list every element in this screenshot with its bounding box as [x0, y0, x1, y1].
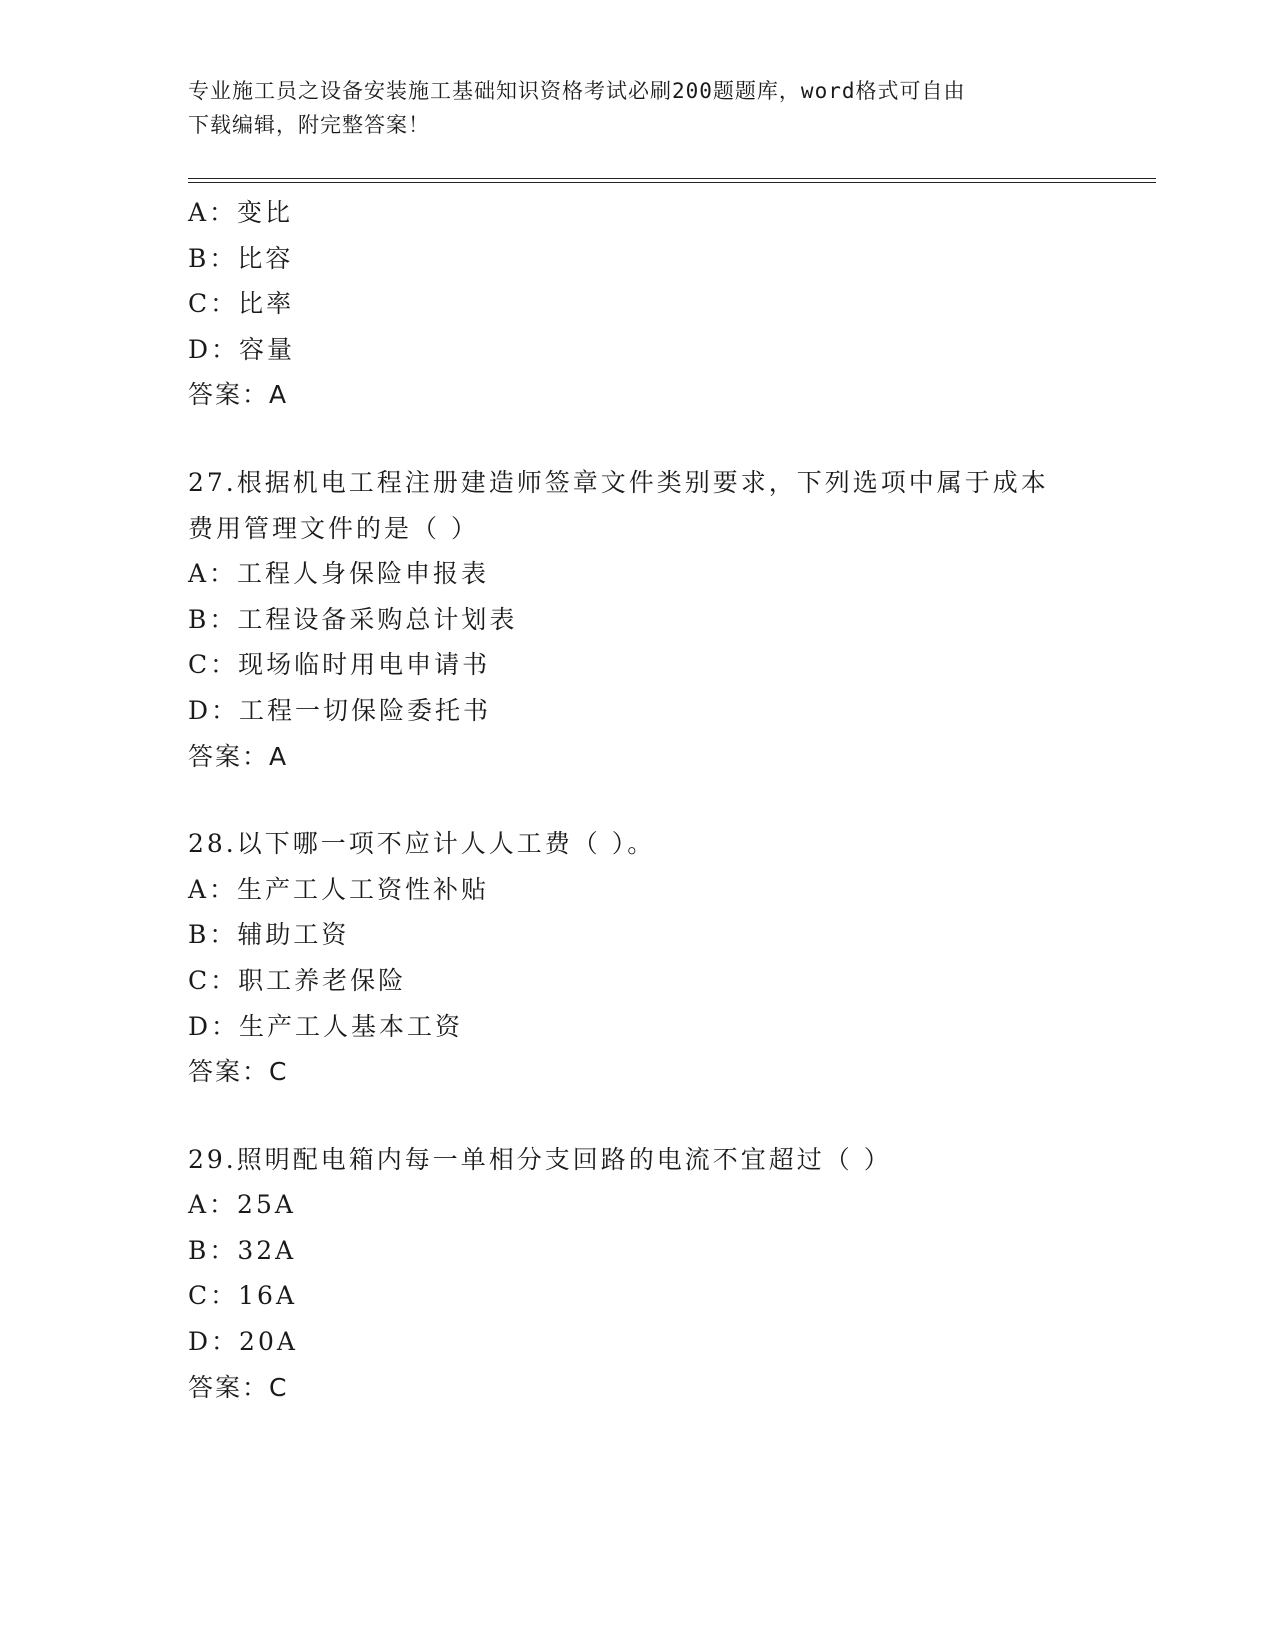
answer: 答案：A: [188, 380, 289, 410]
question-28: [188, 821, 1148, 1095]
question-text-line-2: 费用管理文件的是（ ）: [188, 513, 479, 543]
option-b: B：工程设备采购总计划表: [188, 604, 518, 634]
question-27: [188, 460, 1148, 779]
header-line-1: 专业施工员之设备安装施工基础知识资格考试必刷200题题库，word格式可自由: [188, 79, 966, 103]
option-d: D：20A: [188, 1327, 298, 1357]
option-a: A：生产工人工资性补贴: [188, 874, 490, 904]
option-c: C：职工养老保险: [188, 965, 407, 995]
spacer: [188, 779, 1148, 821]
option-b: B：辅助工资: [188, 920, 350, 950]
option-b: B：比容: [188, 243, 294, 273]
option-b: B：32A: [188, 1235, 297, 1265]
option-c: C：16A: [188, 1281, 297, 1311]
spacer: [188, 1095, 1148, 1137]
question-text-line-1: 27.根据机电工程注册建造师签章文件类别要求，下列选项中属于成本: [188, 467, 1049, 497]
header-line-2: 下载编辑，附完整答案！: [188, 113, 430, 137]
question-26: [188, 190, 1148, 418]
option-c: C：比率: [188, 289, 295, 319]
option-d: D：生产工人基本工资: [188, 1011, 464, 1041]
option-c: C：现场临时用电申请书: [188, 650, 491, 680]
question-text-line-1: 29.照明配电箱内每一单相分支回路的电流不宜超过（ ）: [188, 1144, 892, 1174]
option-d: D：工程一切保险委托书: [188, 695, 492, 725]
document-header: [188, 74, 1088, 142]
answer: 答案：C: [188, 1372, 289, 1402]
question-29: [188, 1137, 1148, 1411]
answer: 答案：A: [188, 741, 289, 771]
option-a: A：25A: [188, 1190, 296, 1220]
header-rule-bottom: [188, 182, 1156, 183]
option-d: D：容量: [188, 334, 296, 364]
spacer: [188, 418, 1148, 460]
answer: 答案：C: [188, 1057, 289, 1087]
question-list: [188, 190, 1148, 1410]
option-a: A：变比: [188, 198, 294, 227]
option-a: A：工程人身保险申报表: [188, 559, 490, 589]
question-text-line-1: 28.以下哪一项不应计人人工费（ ）。: [188, 829, 656, 859]
header-rule-top: [188, 178, 1156, 179]
